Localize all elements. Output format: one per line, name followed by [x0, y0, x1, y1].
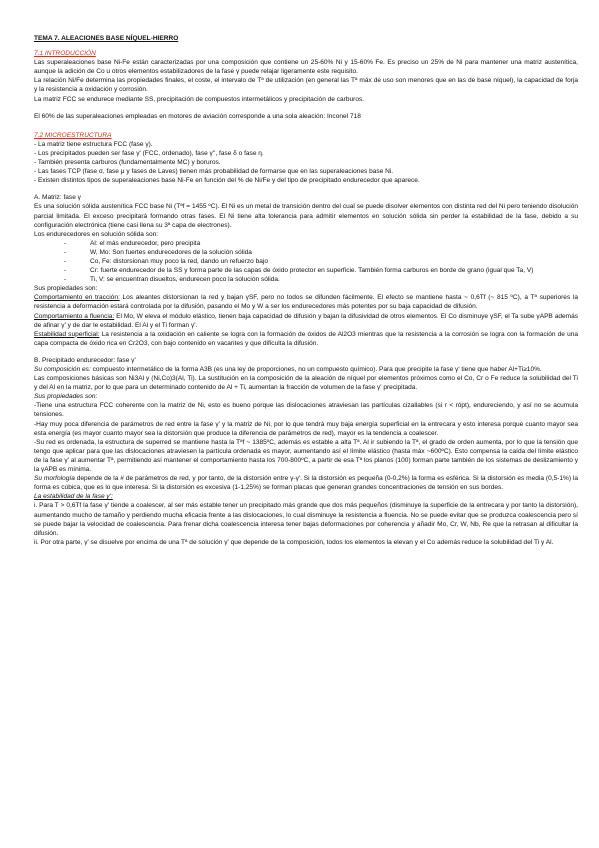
matrix-paragraph-2: Los endurecedores en solución sólida son: [34, 230, 159, 238]
morphology-text: depende de la # de parámetros de red, y por tanto, de la distorsión entre γ-γ'. Si la distorsión es pequeña (0-0,2%) la forma es esférica. Si la distorsión es media (0,5-1%) la forma es cúbica, que es lo que interesa. Si la distorsión es excesiva (1-1,25%) se forman placas que generan grandes concentraciones de tensión en sus bordes. [34, 475, 578, 492]
list-item: - Existen distintos tipos de superaleaciones base Ni-Fe en función del % de Ni/Fe y del tipo de precipitado endurecedor que aparece. [34, 176, 578, 185]
matrix-properties-label: Sus propiedades son: [34, 285, 98, 293]
surface-text: La resistencia a la oxidación en caliente se logra con la formación de óxidos de Al2O3 mientras que la resistencia a la corrosión se logra con la formación de una capa compacta de óxido rica en Cr2O3, con bajo contenido en vacantes y que dificulta la difusión. [34, 330, 578, 347]
intro-paragraph-3: La matriz FCC se endurece mediante SS, precipitación de compuestos intermetálicos y precipitación de carburos. [34, 95, 365, 103]
list-item: - Al: el más endurecedor, pero precipita [64, 239, 578, 248]
composition-label: Su composición es: [34, 366, 91, 373]
intro-paragraph-2: La relación Ni/Fe determina las propiedades finales, el coste, el intervalo de Tª de utilización (en general las Tª máx de uso son menores que en las de base níquel), la capacidad de forja y la resistencia a oxidación y corrosión. [34, 77, 578, 94]
list-item: - Ti, V: se encuentran disueltos, endurecen poco la solución sólida. [64, 275, 578, 284]
intro-paragraph-1: Las superaleaciones base Ni-Fe están caracterizadas por una composición que contiene un 25-60% Ni y 15-60% Fe. Es preciso un 25% de Ni para mantener una matriz austenítica, aunque la adición de Co u otros elementos estabilizadores de la fase γ puede relajar ligeramente este requisito. [34, 59, 578, 76]
hardeners-list [34, 239, 578, 284]
stability-label: La estabilidad de la fase γ': [34, 493, 113, 501]
stability-item-i: i. Para T > 0,6Tf la fase γ' tiende a coalescer, al ser más estable tener un precipitado más grande que dos más pequeños (disminuye la superficie de la entrecara y por tanto la distorsión), aumentando mucho de tamaño y perdiendo mucha eficacia frente a las dislocaciones, lo cual disminuye la resistencia a fluencia. No se puede evitar que se produzca coalescencia pero sí se puede bajar la velocidad de coalescencia. Para frenar dicha coalescencia interesa tener bajas deformaciones por coherencia y añadir Mo, Cr, W, Nb, Re que la retrasan al dificultar la difusión. [34, 502, 578, 537]
morphology-paragraph [34, 474, 578, 492]
property-item: -Tiene una estructura FCC coherente con la matriz de Ni, esto es bueno porque las dislocaciones atraviesan las partículas cizallables (si r < rópt), endureciendo, y así no se acumula tensiones. [34, 402, 578, 419]
precipitate-properties-label: Sus propiedades son: [34, 393, 98, 401]
property-item: -Hay muy poca diferencia de parámetros de red entre la fase γ' y la matriz de Ni, por lo que tendrá muy baja energía superficial en la entrecara y esto interesa porque cuanto mayor sea esta energía (es mayor cuanto mayor sea la distorsión que produce la diferencia de parámetros de red), mayor es la tendencia a coalescer. [34, 420, 578, 437]
tensile-text: Los aleantes distorsionan la red y bajan γSF, pero no todos se difunden fácilmente. El efecto se mantiene hasta ~ 0,6Tf (~ 815 ºC), a Tª superiores la resistencia a deformación estará controlada por la difusión, pasando el Mo y W a ser los endurecedores más potentes por su baja capacidad de difusión. [34, 294, 578, 311]
creep-text: El Mo, W eleva el módulo elástico, tienen baja capacidad de difusión y bajan la difusividad de otros elementos. El Co disminuye γSF, el Ta sube γAPB además de afinar γ' y de dar le estabilidad. El Al y el Ti forman γ'. [34, 312, 578, 329]
list-item: - También presenta carburos (fundamentalmente MC) y boruros. [34, 158, 578, 167]
section-heading-7-2: 7.2 MICROESTRUCTURA [34, 131, 112, 139]
creep-label: Comportamiento a fluencia: [34, 312, 115, 320]
list-item: - La matriz tiene estructura FCC (fase γ). [34, 140, 578, 149]
composition-paragraph [34, 365, 578, 374]
surface-paragraph [34, 330, 578, 348]
surface-label: Estabilidad superficial: [34, 330, 100, 338]
list-item: - W, Mo: Son fuertes endurecedores de la solución sólida [64, 248, 578, 257]
document-page [34, 34, 578, 547]
list-item: - Las fases TCP (fase σ, fase μ y fases de Laves) tienen más probabilidad de formarse que en las superaleaciones base Ni. [34, 167, 578, 176]
list-item: - Cr: fuerte endurecedor de la SS y forma parte de las capas de óxido protector en superficie. También forma carburos en borde de grano (igual que Ta, V) [64, 266, 578, 275]
tensile-paragraph [34, 293, 578, 311]
creep-paragraph [34, 312, 578, 330]
stability-item-ii: ii. Por otra parte, γ' se disuelve por encima de una Tª de solución γ' que depende de la composición, todos los elementos la elevan y el Co además reduce la solubilidad del Ti y Al. [34, 538, 554, 546]
composition-text: compuesto intermetálico de la forma A3B (es una ley de proporciones, no un compuesto químico). Para que precipite la fase γ' tiene que haber Al+Ti≥10%. [90, 366, 542, 373]
intro-note: El 60% de las superaleaciones empleadas en motores de aviación corresponde a una sola aleación: Inconel 718 [34, 112, 361, 120]
morphology-label: Su morfología [34, 475, 75, 483]
section-heading-7-1: 7.1 INTRODUCCIÓN [34, 50, 96, 58]
property-item: -Su red es ordenada, la estructura de superred se mantiene hasta la Tªf ~ 1385ºC, además es estable a alta Tª. Al ir subiendo la Tª, el grado de orden aumenta, por lo que la tensión que tengo que aplicar para que las dislocaciones atraviesen la partícula ordenada es mayor, aumentando así el límite elástico (hasta máx ~600ºC). Esto compensa la caída del límite elástico de la fase γ' al aumentar Tª, permitiendo así mantener el comportamiento hasta los 700-800ºC, a partir de esa Tª los planos (100) forman parte también de los sistemas de deslizamiento y la γAPB es mínima. [34, 438, 578, 474]
list-item: - Co, Fe: distorsionan muy poco la red, dando un refuerzo bajo [64, 257, 578, 266]
subsection-heading-precipitate: B. Precipitado endurecedor: fase γ' [34, 356, 136, 364]
subsection-heading-matrix: A. Matriz: fase γ [34, 194, 81, 202]
document-title: TEMA 7. ALEACIONES BASE NÍQUEL-HIERRO [34, 35, 179, 42]
precipitate-paragraph-2: Las composiciones básicas son Ni3Al y (Ni,Co)3(Al, Ti). La sustitución en la composición de la aleación de níquel por elementos próximos como el Co, Cr o Fe reduce la solubilidad del Ti y del Al en la matriz, por lo que para un determinado contenido de Al + Ti, aumentan la fracción de volumen de la fase γ' precipitada. [34, 375, 578, 392]
matrix-paragraph-1: Es una solución sólida austenítica FCC base Ni (Tªf = 1455 ºC). El Ni es un metal de transición dentro del cual se puede disolver elementos con distinta red del Ni pero teniendo disolución parcial limitada. El exceso precipitará formando otras fases. El Ni tiene alta tolerancia para admitir elementos en solución sólida sin perder la estabilidad de la fase, debido a su configuración electrónica (tiene casi llena su 3ª capa de electrones). [34, 203, 578, 229]
list-item: - Los precipitados pueden ser fase γ' (FCC, ordenado), fase γ'', fase δ o fase η. [34, 149, 578, 158]
tensile-label: Comportamiento en tracción: [34, 294, 120, 302]
microstructure-list [34, 140, 578, 185]
